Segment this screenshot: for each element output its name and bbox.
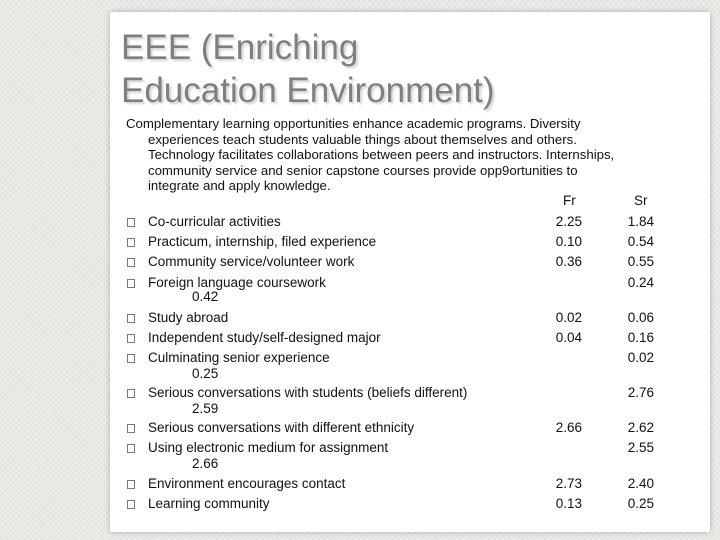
item-wrapped-value: 0.25 [192, 366, 219, 381]
list-item-learning-community [0, 496, 720, 514]
item-fr-value: 2.73 [555, 476, 582, 491]
item-fr-value: 0.04 [555, 330, 582, 345]
bullet-box-icon [127, 424, 135, 433]
bullet-box-icon [127, 279, 135, 288]
list-item-co-curricular [0, 214, 720, 232]
intro-line-3: Technology facilitates collaborations between peers and instructors. Internships, [148, 147, 615, 162]
list-item-electronic-medium [0, 440, 720, 458]
item-label: Serious conversations with students (beliefs different) [148, 385, 468, 400]
item-label: Independent study/self-designed major [148, 330, 381, 345]
item-label: Culminating senior experience [148, 350, 330, 365]
column-header-fr: Fr [563, 193, 576, 208]
bullet-box-icon [127, 480, 135, 489]
item-sr-value: 2.40 [627, 476, 654, 491]
bullet-box-icon [127, 238, 135, 247]
bullet-box-icon [127, 218, 135, 227]
bullet-box-icon [127, 389, 135, 398]
item-label: Community service/volunteer work [148, 254, 355, 269]
item-fr-value: 0.02 [555, 310, 582, 325]
intro-line-2: experiences teach students valuable things about themselves and others. [148, 131, 577, 147]
intro-line-1: Complementary learning opportunities enhance academic programs. Diversity [126, 116, 581, 131]
list-item-practicum [0, 234, 720, 252]
bullet-box-icon [127, 258, 135, 267]
column-header-sr: Sr [634, 193, 648, 208]
item-label: Using electronic medium for assignment [148, 440, 389, 455]
item-sr-value: 0.06 [627, 310, 654, 325]
item-label: Co-curricular activities [148, 214, 281, 229]
item-wrapped-value: 0.42 [192, 289, 219, 304]
item-fr-value: 2.25 [555, 214, 582, 229]
item-fr-value: 0.13 [555, 496, 582, 511]
list-item-senior-experience [0, 350, 720, 368]
list-item-independent-study [0, 330, 720, 348]
bullet-box-icon [127, 500, 135, 509]
bullet-box-icon [127, 354, 135, 363]
bullet-box-icon [127, 314, 135, 323]
item-label: Learning community [148, 496, 270, 511]
item-wrapped-value: 2.59 [192, 401, 219, 416]
list-item-conversations-beliefs [0, 385, 720, 403]
intro-paragraph [126, 116, 696, 194]
list-item-foreign-language [0, 275, 720, 293]
list-item-study-abroad [0, 310, 720, 328]
bullet-box-icon [127, 334, 135, 343]
item-sr-value: 0.24 [627, 275, 654, 290]
intro-line-4: community service and senior capstone courses provide opp9ortunities to [148, 162, 578, 178]
item-fr-value: 0.36 [555, 254, 582, 269]
title-line-1: EEE (Enriching [121, 28, 359, 67]
slide-title [121, 26, 495, 112]
item-fr-value: 2.66 [555, 420, 582, 435]
item-label: Practicum, internship, filed experience [148, 234, 377, 249]
item-sr-value: 2.76 [627, 385, 654, 400]
item-label: Environment encourages contact [148, 476, 346, 491]
item-label: Foreign language coursework [148, 275, 326, 290]
list-item-conversations-ethnicity [0, 420, 720, 438]
title-line-2: Education Environment) [121, 71, 495, 110]
item-sr-value: 0.02 [627, 350, 654, 365]
item-sr-value: 0.55 [627, 254, 654, 269]
item-sr-value: 2.55 [627, 440, 654, 455]
list-item-community-service [0, 254, 720, 272]
item-label: Study abroad [148, 310, 229, 325]
item-label: Serious conversations with different ethnicity [148, 420, 415, 435]
bullet-box-icon [127, 444, 135, 453]
item-sr-value: 0.25 [627, 496, 654, 511]
item-wrapped-value: 2.66 [192, 456, 219, 471]
item-sr-value: 2.62 [627, 420, 654, 435]
item-sr-value: 0.16 [627, 330, 654, 345]
list-item-environment-contact [0, 476, 720, 494]
item-sr-value: 1.84 [627, 214, 654, 229]
item-fr-value: 0.10 [555, 234, 582, 249]
item-sr-value: 0.54 [627, 234, 654, 249]
intro-line-5: integrate and apply knowledge. [148, 178, 331, 193]
